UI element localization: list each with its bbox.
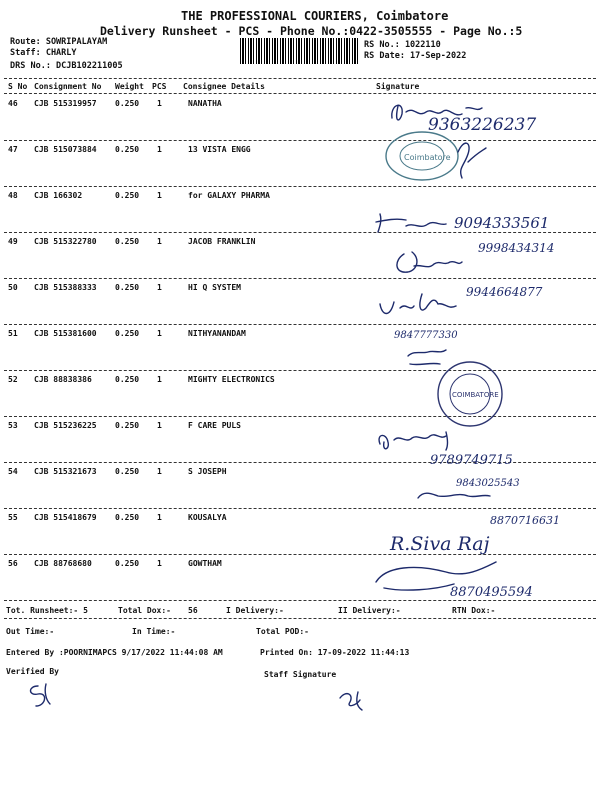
signature-scribble [379,432,447,450]
total-dox-label: Total Dox:- [118,606,171,615]
row-weight: 0.250 [115,467,140,476]
row-pcs: 1 [157,421,162,430]
row-sno: 51 [8,329,18,338]
out-time: Out Time:- [6,627,55,636]
printed-on: Printed On: 17-09-2022 11:44:13 [260,648,410,657]
signature-phone: 8870495594 [450,585,533,600]
signature-scribble [458,143,486,178]
signature-phone: 9847777330 [394,330,458,341]
row-pcs: 1 [157,99,162,108]
col-signature: Signature [376,82,420,91]
row-consignee: JACOB FRANKLIN [188,237,256,246]
rs-number: RS No.: 1022110 [364,40,441,50]
row-weight: 0.250 [115,329,140,338]
signature-phone: 9998434314 [478,241,555,255]
row-consignee: for GALAXY PHARMA [188,191,270,200]
col-consignee: Consignee Details [183,82,265,91]
signature-phone: 9094333561 [454,214,550,232]
rs-date: RS Date: 17-Sep-2022 [364,51,467,61]
stamp-text: COIMBATORE [452,391,499,399]
row-consignment-no: CJB 515236225 [34,421,97,430]
rtn-dox: RTN Dox:- [452,606,496,615]
row-weight: 0.250 [115,513,140,522]
company-stamp [438,362,502,426]
row-consignment-no: CJB 515319957 [34,99,97,108]
row-weight: 0.250 [115,559,140,568]
row-consignee: HI Q SYSTEM [188,283,241,292]
entered-by: Entered By :POORNIMAPCS 9/17/2022 11:44:08 AM [6,648,223,657]
col-pcs: PCS [152,82,167,91]
signature-phone: 9843025543 [456,478,520,489]
row-pcs: 1 [157,283,162,292]
row-weight: 0.250 [115,283,140,292]
divider [4,78,596,79]
row-pcs: 1 [157,375,162,384]
row-consignee: KOUSALYA [188,513,227,522]
signature-phone: 8870716631 [490,514,560,527]
row-pcs: 1 [157,237,162,246]
row-consignment-no: CJB 88768680 [34,559,92,568]
row-pcs: 1 [157,191,162,200]
signature-scribble [397,252,462,272]
row-consignment-no: CJB 515322780 [34,237,97,246]
total-runsheet: Tot. Runsheet:- 5 [6,606,88,615]
ii-delivery: II Delivery:- [338,606,401,615]
col-weight: Weight [115,82,144,91]
row-pcs: 1 [157,559,162,568]
row-weight: 0.250 [115,237,140,246]
row-consignee: NANATHA [188,99,222,108]
row-sno: 53 [8,421,18,430]
drs-number: DRS No.: DCJB102211005 [10,61,123,71]
i-delivery: I Delivery:- [226,606,284,615]
row-pcs: 1 [157,329,162,338]
verified-by: Verified By [6,667,59,676]
signature-phone: 9789749715 [430,453,513,468]
verified-signature [20,680,60,710]
row-consignee: GOWTHAM [188,559,222,568]
row-consignment-no: CJB 515073884 [34,145,97,154]
runsheet-subtitle: Delivery Runsheet - PCS - Phone No.:0422-3505555 - Page No.:5 [100,24,523,38]
row-sno: 48 [8,191,18,200]
signature-phone: 9363226237 [428,115,537,135]
row-sno: 52 [8,375,18,384]
company-title: THE PROFESSIONAL COURIERS, Coimbatore [181,9,449,23]
signature-scribble [408,350,446,365]
total-dox-value: 56 [188,606,198,615]
row-weight: 0.250 [115,99,140,108]
row-consignment-no: CJB 166302 [34,191,83,200]
stamp-text: Coimbatore [404,153,451,162]
signature-scribble [380,294,456,314]
row-sno: 55 [8,513,18,522]
row-sno: 50 [8,283,18,292]
total-pod: Total POD:- [256,627,309,636]
row-consignment-no: CJB 88838386 [34,375,92,384]
col-consignment: Consignment No [34,82,102,91]
row-consignee: MIGHTY ELECTRONICS [188,375,275,384]
row-pcs: 1 [157,467,162,476]
row-consignee: 13 VISTA ENGG [188,145,251,154]
signature-area [370,94,595,604]
row-weight: 0.250 [115,375,140,384]
row-consignee: S JOSEPH [188,467,227,476]
col-sno: S No [8,82,28,91]
in-time: In Time:- [132,627,176,636]
signature-scribble [376,214,446,232]
row-weight: 0.250 [115,191,140,200]
divider [4,618,596,619]
row-consignment-no: CJB 515321673 [34,467,97,476]
row-weight: 0.250 [115,421,140,430]
row-consignee: NITHYANANDAM [188,329,246,338]
staff: Staff: CHARLY [10,48,77,58]
staff-signature: Staff Signature [264,670,337,679]
row-consignee: F CARE PULS [188,421,241,430]
row-consignment-no: CJB 515418679 [34,513,97,522]
route: Route: SOWRIPALAYAM [10,37,108,47]
row-sno: 54 [8,467,18,476]
company-stamp [386,132,458,180]
row-consignment-no: CJB 515388333 [34,283,97,292]
staff-signature-mark [334,682,374,712]
signature-phone: 9944664877 [466,285,543,299]
row-consignment-no: CJB 515381600 [34,329,97,338]
row-pcs: 1 [157,513,162,522]
row-pcs: 1 [157,145,162,154]
row-sno: 49 [8,237,18,246]
row-sno: 56 [8,559,18,568]
signature-scribble [418,493,490,498]
row-sno: 46 [8,99,18,108]
signature-name: R.Siva Raj [390,533,490,555]
barcode [240,38,358,64]
row-sno: 47 [8,145,18,154]
row-weight: 0.250 [115,145,140,154]
